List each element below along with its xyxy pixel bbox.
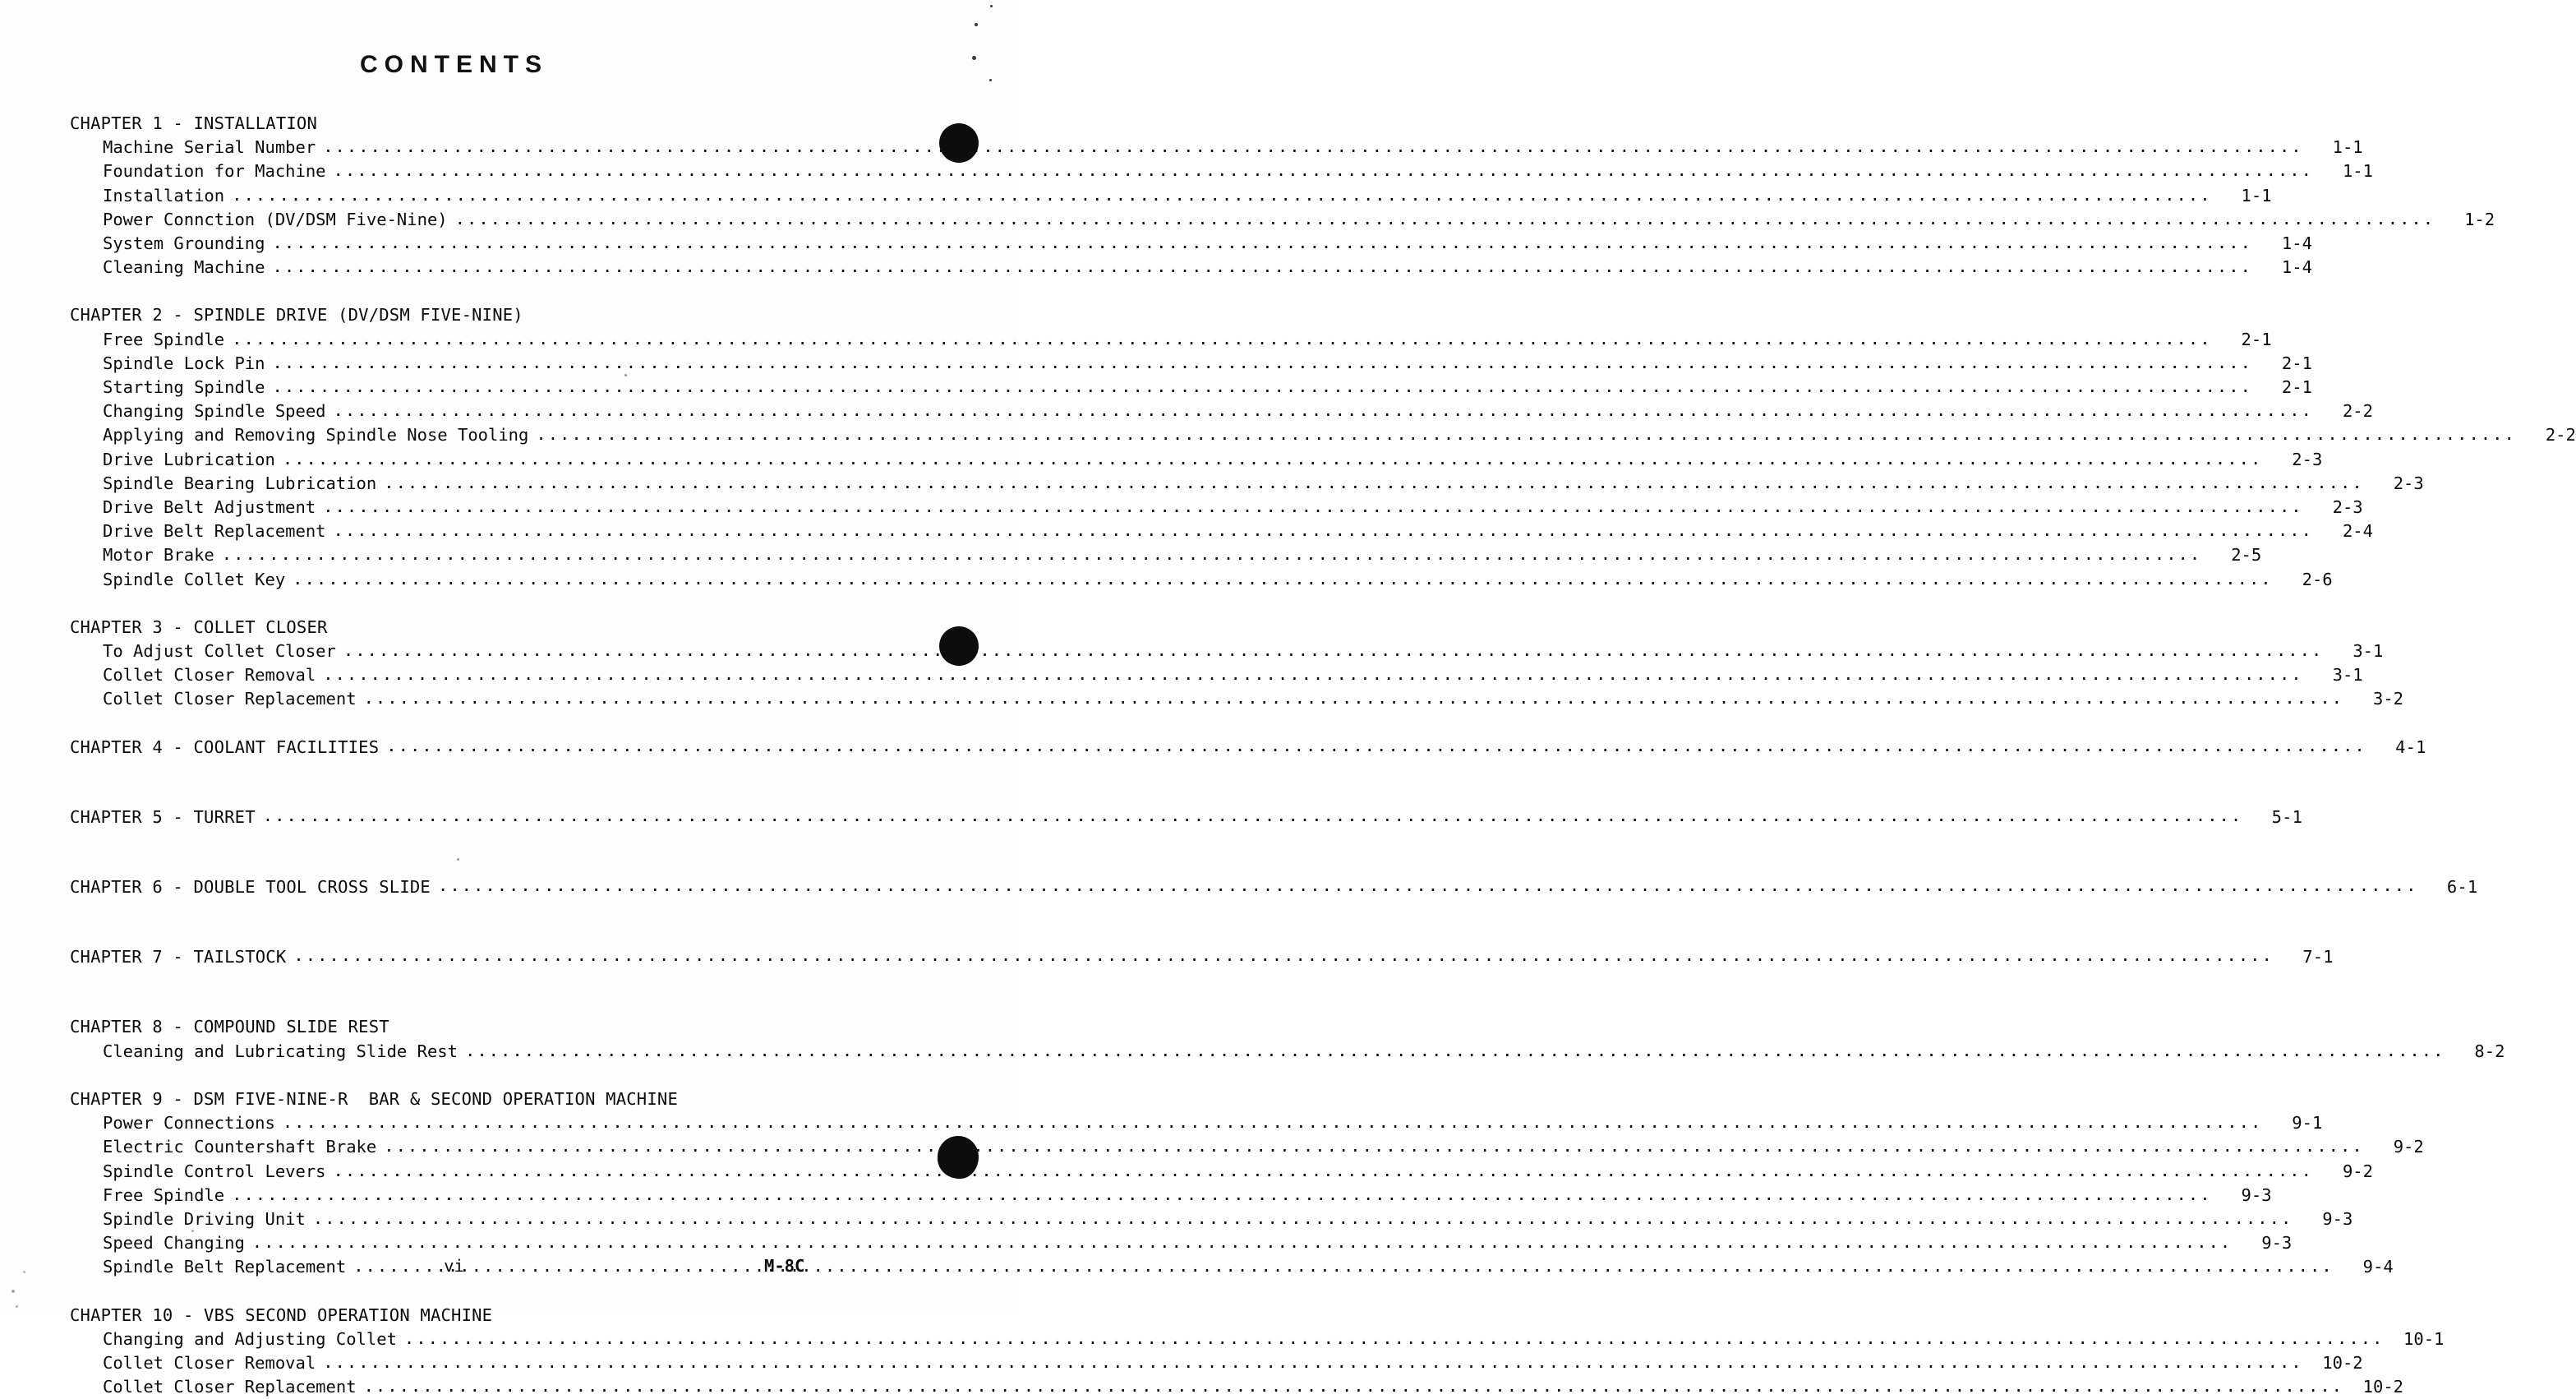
toc-entry-page-reference: 1-1 (2241, 185, 2272, 205)
leader-dots (222, 543, 2201, 566)
leader-dots (334, 159, 2313, 182)
leader-dots (232, 327, 2211, 351)
leader-dots (283, 447, 2262, 471)
toc-entry-label: Free Spindle (103, 1184, 225, 1205)
chapter-heading-label: CHAPTER 3 - COLLET CLOSER (70, 616, 328, 637)
scan-speck (16, 1305, 18, 1308)
chapter-heading-label: CHAPTER 8 - COMPOUND SLIDE REST (70, 1017, 389, 1037)
chapter-block (70, 303, 2576, 591)
chapter-spacer (70, 760, 852, 806)
toc-entry-row[interactable] (70, 256, 2312, 279)
leader-dots (384, 1134, 2363, 1158)
toc-entry-label: Spindle Driving Unit (103, 1208, 306, 1229)
toc-entry-page-reference: 3-1 (2332, 665, 2363, 686)
chapter-spacer (70, 712, 852, 736)
leader-dots (272, 351, 2251, 375)
toc-entry-label: Installation (103, 185, 225, 205)
chapter-heading-label: CHAPTER 4 - COOLANT FACILITIES (70, 736, 380, 757)
binder-punch-hole (939, 626, 979, 666)
binder-punch-hole (938, 1136, 979, 1179)
chapter-spacer (70, 1064, 852, 1087)
toc-entry-label: Power Connction (DV/DSM Five-Nine) (103, 209, 448, 229)
toc-entry-row[interactable] (70, 352, 2312, 376)
leader-dots (293, 567, 2272, 591)
leader-dots (364, 1374, 2343, 1398)
toc-entry-row[interactable] (70, 448, 2323, 472)
toc-entry-page-reference: 9-2 (2342, 1161, 2373, 1181)
toc-entry-page-reference: 8-2 (2474, 1041, 2505, 1061)
chapter-heading-label: CHAPTER 7 - TAILSTOCK (70, 947, 287, 967)
toc-entry-label: Spindle Lock Pin (103, 353, 265, 373)
toc-entry-page-reference: 2-5 (2231, 545, 2262, 566)
page-title: CONTENTS (360, 51, 548, 78)
leader-dots (272, 231, 2251, 255)
toc-entry-row[interactable] (70, 184, 2272, 208)
toc-entry-row[interactable] (70, 519, 2373, 543)
leader-dots (384, 471, 2363, 495)
chapter-block (70, 616, 2404, 712)
chapter-block (70, 736, 2426, 760)
toc-entry-page-reference: 10-1 (2403, 1328, 2445, 1349)
toc-entry-page-reference: 1-2 (2464, 209, 2495, 229)
toc-entry-row[interactable] (70, 1327, 2445, 1351)
toc-entry-page-reference: 9-3 (2241, 1184, 2272, 1205)
scan-speck (989, 79, 992, 81)
leader-dots (323, 135, 2302, 159)
leader-dots (283, 1110, 2262, 1134)
toc-entry-row[interactable] (70, 376, 2312, 399)
leader-dots (536, 422, 2515, 446)
toc-entry-page-reference: 2-1 (2281, 377, 2312, 398)
toc-entry-label: Electric Countershaft Brake (103, 1137, 377, 1157)
leader-dots (232, 183, 2211, 207)
toc-entry-label: Changing Spindle Speed (103, 401, 326, 422)
leader-dots (455, 207, 2435, 231)
leader-dots (272, 255, 2251, 279)
leader-dots (323, 495, 2302, 519)
chapter-spacer (70, 899, 852, 945)
toc-entry-label: Foundation for Machine (103, 161, 326, 182)
toc-entry-row[interactable] (70, 1375, 2404, 1399)
toc-entry-label: Spindle Collet Key (103, 569, 286, 589)
scan-speck (624, 374, 627, 376)
chapter-spacer (70, 592, 852, 616)
toc-entry-row[interactable] (70, 1040, 2505, 1064)
toc-entry-row[interactable] (70, 1111, 2323, 1135)
toc-entry-page-reference: 3-1 (2353, 641, 2384, 662)
footer-page-number: vi (444, 1256, 464, 1276)
toc-entry-page-reference: 2-3 (2332, 497, 2363, 518)
toc-entry-label: Starting Spindle (103, 377, 265, 398)
toc-entry-label: Power Connections (103, 1113, 275, 1134)
toc-entry-row[interactable] (70, 1207, 2353, 1231)
scan-speck (975, 23, 978, 26)
toc-entry-label: Collet Closer Removal (103, 1352, 316, 1373)
binder-punch-hole (939, 123, 979, 163)
toc-entry-label: Machine Serial Number (103, 137, 316, 158)
toc-entry-label: Cleaning Machine (103, 257, 265, 278)
leader-dots (334, 399, 2313, 422)
scan-speck (990, 5, 993, 7)
toc-entry-label: Applying and Removing Spindle Nose Tooling (103, 425, 529, 446)
chapter-heading-row[interactable] (70, 1015, 852, 1039)
leader-dots (232, 1183, 2211, 1207)
toc-entry-page-reference: 9-4 (2362, 1257, 2394, 1277)
leader-dots (252, 1230, 2232, 1254)
chapter-spacer (70, 969, 852, 1015)
leader-dots (334, 1159, 2313, 1183)
chapter-block (70, 806, 2303, 829)
leader-dots (313, 1207, 2293, 1230)
toc-entry-row[interactable] (70, 159, 2373, 183)
toc-entry-row[interactable] (70, 663, 2363, 687)
chapter-page-reference: 6-1 (2446, 877, 2478, 898)
scan-speck (23, 1271, 25, 1273)
toc-entry-page-reference: 10-2 (2362, 1377, 2404, 1397)
chapter-heading-row[interactable] (70, 945, 2334, 969)
toc-entry-label: Spindle Control Levers (103, 1161, 326, 1181)
leader-dots (404, 1327, 2384, 1351)
toc-entry-page-reference: 2-3 (2393, 473, 2424, 493)
leader-dots (323, 663, 2302, 686)
scan-speck (972, 56, 976, 60)
leader-dots (364, 686, 2343, 710)
chapter-heading-row[interactable] (70, 806, 2303, 829)
toc-entry-label: Drive Belt Replacement (103, 521, 326, 542)
toc-entry-page-reference: 2-2 (2342, 401, 2373, 422)
chapter-block (70, 112, 2495, 279)
chapter-block (70, 945, 2334, 969)
leader-dots (323, 1351, 2302, 1374)
toc-entry-label: Cleaning and Lubricating Slide Rest (103, 1041, 458, 1061)
toc-entry-page-reference: 9-3 (2261, 1233, 2293, 1254)
toc-entry-label: System Grounding (103, 233, 265, 254)
toc-entry-row[interactable] (70, 472, 2424, 496)
chapter-page-reference: 5-1 (2271, 806, 2303, 827)
toc-entry-row[interactable] (70, 639, 2384, 663)
chapter-heading-label: CHAPTER 6 - DOUBLE TOOL CROSS SLIDE (70, 877, 431, 898)
toc-entry-row[interactable] (70, 568, 2333, 592)
leader-dots (272, 375, 2251, 399)
chapter-heading-label: CHAPTER 5 - TURRET (70, 806, 256, 827)
chapter-heading-label: CHAPTER 1 - INSTALLATION (70, 113, 318, 133)
chapter-heading-row[interactable] (70, 1087, 852, 1111)
toc-entry-row[interactable] (70, 1135, 2424, 1159)
leader-dots (263, 804, 2242, 828)
toc-entry-row[interactable] (70, 232, 2312, 256)
toc-entry-page-reference: 1-1 (2342, 161, 2373, 182)
toc-entry-label: Drive Lubrication (103, 449, 275, 469)
toc-entry-page-reference: 9-2 (2393, 1137, 2424, 1157)
toc-entry-label: To Adjust Collet Closer (103, 641, 336, 662)
toc-entry-label: Free Spindle (103, 329, 225, 349)
leader-dots (386, 734, 2366, 758)
leader-dots (293, 944, 2273, 967)
toc-entry-page-reference: 1-4 (2281, 257, 2312, 278)
chapter-page-reference: 7-1 (2302, 947, 2334, 967)
toc-entry-row[interactable] (70, 1231, 2293, 1255)
chapter-heading-row[interactable] (70, 736, 2426, 760)
leader-dots (465, 1039, 2445, 1063)
chapter-heading-label: CHAPTER 9 - DSM FIVE-NINE-R BAR & SECOND OPERATION MACHINE (70, 1088, 678, 1109)
toc-entry-label: Drive Belt Adjustment (103, 497, 316, 518)
toc-entry-row[interactable] (70, 208, 2495, 232)
chapter-spacer (70, 1280, 852, 1304)
leader-dots (334, 519, 2313, 543)
chapter-heading-row[interactable] (70, 616, 852, 639)
scan-speck (191, 1230, 194, 1232)
chapter-block (70, 1087, 2424, 1280)
toc-entry-page-reference: 3-2 (2373, 689, 2404, 709)
chapter-heading-row[interactable] (70, 875, 2478, 899)
toc-entry-label: Spindle Belt Replacement (103, 1257, 347, 1277)
chapter-block (70, 1015, 2505, 1063)
leader-dots (438, 874, 2417, 898)
chapter-spacer (70, 279, 852, 303)
chapter-page-reference: 4-1 (2395, 736, 2426, 757)
toc-entry-label: Collet Closer Removal (103, 665, 316, 686)
chapter-block (70, 1304, 2445, 1399)
toc-entry-page-reference: 2-1 (2281, 353, 2312, 373)
toc-entry-label: Changing and Adjusting Collet (103, 1328, 397, 1349)
chapter-heading-label: CHAPTER 2 - SPINDLE DRIVE (DV/DSM FIVE-NINE) (70, 305, 523, 326)
chapter-block (70, 875, 2478, 899)
chapter-spacer (70, 829, 852, 875)
scan-speck (457, 858, 459, 861)
toc-entry-page-reference: 1-1 (2332, 137, 2363, 158)
toc-entry-page-reference: 9-3 (2322, 1208, 2353, 1229)
toc-entry-page-reference: 10-2 (2322, 1352, 2363, 1373)
scan-speck (12, 1290, 15, 1293)
footer-manual-code: M-8C (764, 1256, 805, 1276)
toc-entry-row[interactable] (70, 687, 2404, 711)
toc-entry-label: Collet Closer Replacement (103, 689, 357, 709)
chapter-heading-row[interactable] (70, 112, 852, 136)
toc-entry-page-reference: 2-1 (2241, 329, 2272, 349)
toc-entry-label: Collet Closer Replacement (103, 1377, 357, 1397)
toc-entry-page-reference: 2-6 (2302, 569, 2333, 589)
chapter-heading-label: CHAPTER 10 - VBS SECOND OPERATION MACHINE (70, 1304, 493, 1325)
table-of-contents (70, 112, 2576, 1399)
toc-entry-row[interactable] (70, 1351, 2363, 1375)
chapter-heading-row[interactable] (70, 1304, 852, 1327)
toc-entry-label: Motor Brake (103, 545, 214, 566)
toc-entry-label: Speed Changing (103, 1233, 245, 1254)
toc-entry-row[interactable] (70, 328, 2272, 352)
toc-entry-row[interactable] (70, 399, 2373, 423)
toc-entry-row[interactable] (70, 136, 2363, 159)
toc-entry-row[interactable] (70, 423, 2576, 447)
toc-entry-row[interactable] (70, 1160, 2373, 1184)
toc-entry-page-reference: 1-4 (2281, 233, 2312, 254)
leader-dots (343, 639, 2323, 663)
toc-entry-page-reference: 2-3 (2292, 449, 2323, 469)
chapter-heading-row[interactable] (70, 303, 852, 327)
toc-entry-row[interactable] (70, 496, 2363, 519)
toc-entry-page-reference: 2-4 (2342, 521, 2373, 542)
toc-entry-page-reference: 2-2 (2545, 425, 2576, 446)
toc-entry-row[interactable] (70, 543, 2262, 567)
toc-entry-page-reference: 9-1 (2292, 1113, 2323, 1134)
toc-entry-row[interactable] (70, 1184, 2272, 1207)
toc-entry-label: Spindle Bearing Lubrication (103, 473, 377, 493)
